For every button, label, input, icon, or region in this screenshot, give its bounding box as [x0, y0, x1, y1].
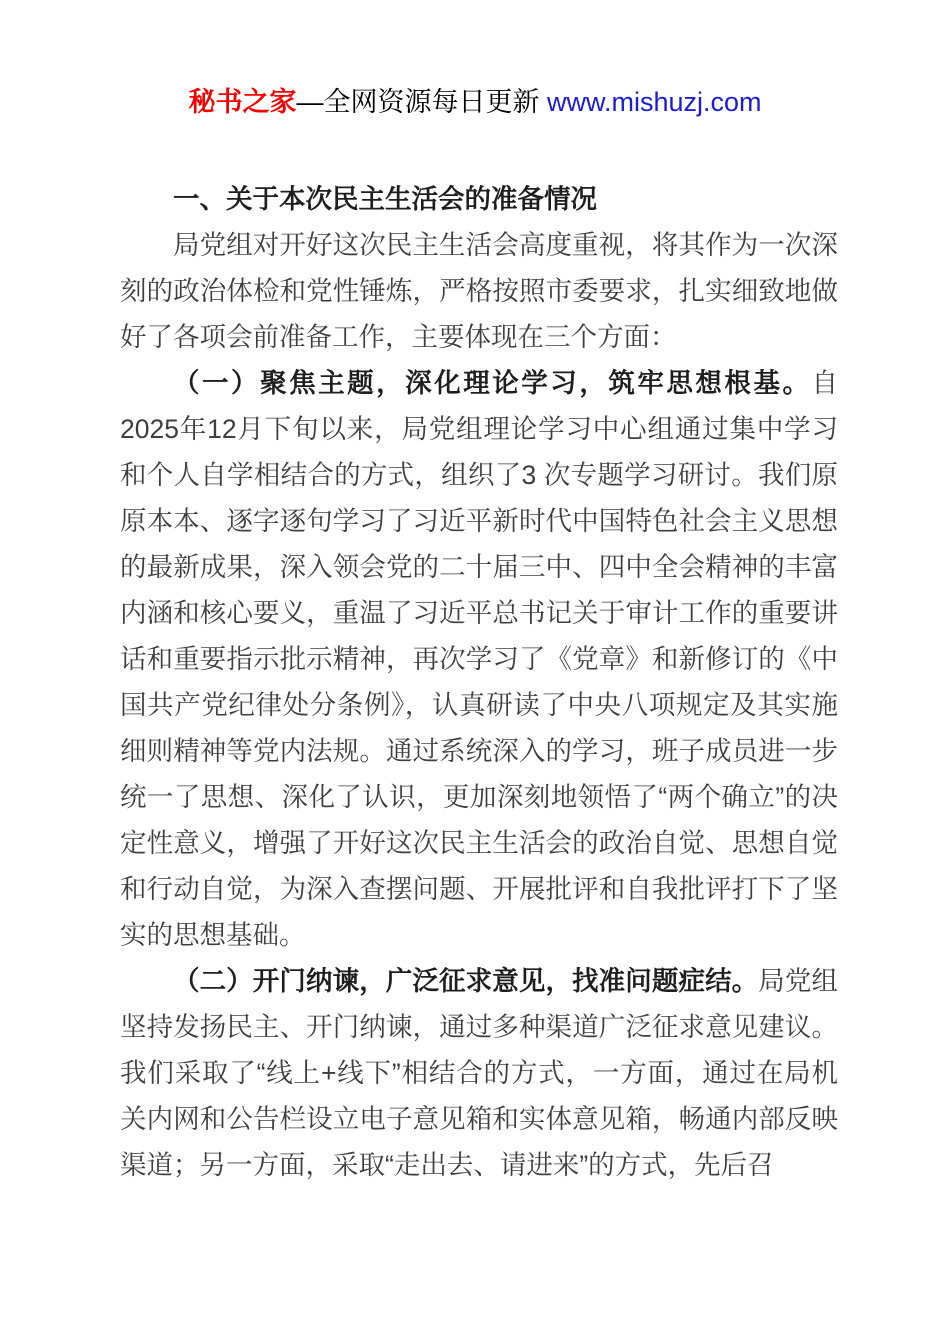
site-header — [0, 84, 950, 120]
site-url-link[interactable]: www.mishuzj.com — [546, 87, 762, 117]
paragraph-text: 局党组坚持发扬民主、开门纳谏，通过多种渠道广泛征求意见建议。我们采取了“线上+线下”相结合的方式，一方面，通过在局机关内网和公告栏设立电子意见箱和实体意见箱，畅通内部反映渠道；另一方面，采取“走出去、请进来”的方式，先后召 — [120, 966, 839, 1180]
sub-heading-two: （二）开门纳谏，广泛征求意见，找准问题症结。 — [173, 966, 759, 996]
site-tagline: —全网资源每日更新 — [296, 87, 547, 117]
paragraph-point-two — [120, 958, 838, 1188]
paragraph-text: 局党组对开好这次民主生活会高度重视，将其作为一次深刻的政治体检和党性锤炼，严格按照市委要求，扎实细致地做好了各项会前准备工作，主要体现在三个方面： — [120, 230, 838, 352]
paragraph-point-one — [120, 360, 838, 958]
document-body — [120, 176, 838, 1188]
paragraph-intro — [120, 222, 838, 360]
sub-heading-one: （一）聚焦主题，深化理论学习，筑牢思想根基。 — [173, 368, 812, 398]
paragraph-text: 自2025年12月下旬以来，局党组理论学习中心组通过集中学习和个人自学相结合的方式，组织了3 次专题学习研讨。我们原原本本、逐字逐句学习了习近平新时代中国特色社会主义思想的最新成果，深入领会党的二十届三中、四中全会精神的丰富内涵和核心要义，重温了习近平总书记关于审计工作的重要讲话和重要指示批示精神，再次学习了《党章》和新修订的《中国共产党纪律处分条例》，认真研读了中央八项规定及其实施细则精神等党内法规。通过系统深入的学习，班子成员进一步统一了思想、深化了认识，更加深刻地领悟了“两个确立”的决定性意义，增强了开好这次民主生活会的政治自觉、思想自觉和行动自觉，为深入查摆问题、开展批评和自我批评打下了坚实的思想基础。 — [120, 368, 838, 950]
section-heading: 一、关于本次民主生活会的准备情况 — [173, 184, 597, 214]
site-name: 秘书之家 — [188, 87, 297, 117]
